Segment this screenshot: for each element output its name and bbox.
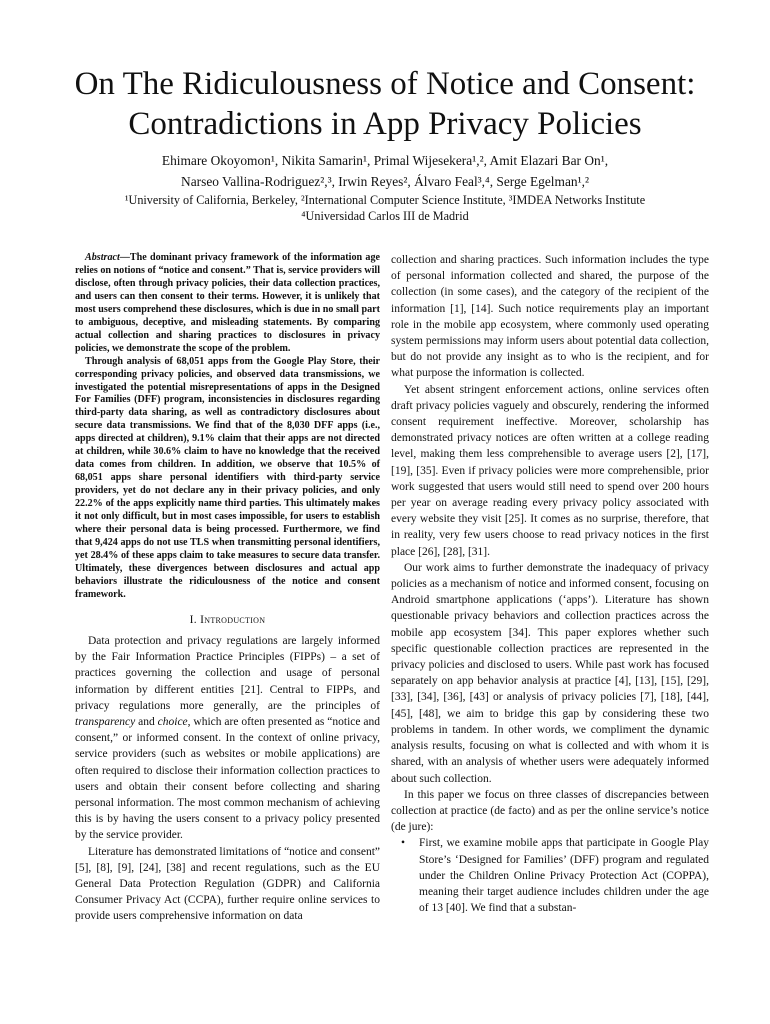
paper-title: On The Ridiculousness of Notice and Consent: Contradictions in App Privacy Policies bbox=[74, 66, 696, 142]
intro-p1-text-c: , which are often presented as “notice and consent,” or informed consent. In the context of online privacy, service providers (such as websites or mobile applications) are often required to disclose their information collection practices to users and obtain their consent before collecting and sharing personal information. The most common mechanism of achieving this is by having the users consent to a privacy policy presented by the service provider. bbox=[75, 715, 380, 842]
discrepancy-list bbox=[391, 835, 709, 916]
right-column bbox=[391, 252, 709, 916]
intro-p1-text-a: Data protection and privacy regulations are largely informed by the Fair Information Practice Principles (FIPPs) – a set of practices governing the collection and usage of personal information by different entities [21]. Central to FIPPs, and privacy regulations more generally, are the principles of bbox=[75, 634, 380, 712]
left-column bbox=[75, 252, 380, 925]
author-list-line-2: Narseo Vallina-Rodriguez²,³, Irwin Reyes², Álvaro Feal³,⁴, Serge Egelman¹,² bbox=[181, 173, 589, 189]
intro-p1-emphasis-choice: choice bbox=[157, 715, 188, 728]
intro-paragraph-2: Literature has demonstrated limitations of “notice and consent” [5], [8], [9], [24], [38] and recent regulations, such as the EU General Data Protection Regulation (GDPR) and California Consumer Privacy Act (CCPA), further require online services to provide users comprehensive information on data bbox=[75, 845, 380, 923]
intro-paragraph-5: In this paper we focus on three classes of discrepancies between collection at practice (de facto) and as per the online service’s notice (de jure): bbox=[391, 788, 709, 834]
list-item-text: First, we examine mobile apps that participate in Google Play Store’s ‘Designed for Families’ (DFF) program and regulated under the Children Online Privacy Protection Act (COPPA), meaning their target audience includes children under the age of 13 [40]. We find that a substan- bbox=[419, 837, 709, 915]
affiliations-line-1: ¹University of California, Berkeley, ²International Computer Science Institute, ³IMDEA Networks Institute bbox=[124, 193, 646, 207]
author-block bbox=[40, 151, 730, 224]
abstract-paragraph-1 bbox=[75, 252, 380, 356]
intro-p1-text-b: and bbox=[135, 715, 158, 728]
section-heading-introduction: I. Introduction bbox=[189, 613, 266, 626]
intro-paragraph-2-continued: collection and sharing practices. Such information includes the type of personal information collected and shared, the purpose of the collection (in some cases), and the category of the recipient of the information [1], [14]. Such notice requirements play an important role in the mobile app ecosystem, where commonly used operating system permissions may inform users about potential data collection, but do not provide any insight as to who is the recipient, and for what purpose the information is collected. bbox=[391, 254, 709, 380]
bullet-icon: • bbox=[401, 837, 406, 850]
intro-paragraph-4: Our work aims to further demonstrate the inadequacy of privacy policies as a mechanism of notice and informed consent, focusing on Android smartphone applications (‘apps’). Literature has shown questionable privacy behaviors and collection practices across the mobile app ecosystem [34]. This paper explores whether such specific questionable collection practices are represented in the privacy policies and disclosed to users. While past work has focused separately on app behavior analysis at practice [4], [13], [15], [29], [33], [34], [36], [43] or analysis of privacy policies [7], [18], [44], [45], [48], we aim to bridge this gap by considering these two problems in tandem. In other words, we compliment the dynamic analysis results, focusing on what is collected and with whom it is shared, with an analysis of whether users were adequately informed about such collection. bbox=[391, 561, 709, 785]
author-list-line-1: Ehimare Okoyomon¹, Nikita Samarin¹, Primal Wijesekera¹,², Amit Elazari Bar On¹, bbox=[161, 153, 609, 168]
abstract bbox=[75, 252, 380, 602]
intro-paragraph-1 bbox=[75, 633, 380, 844]
abstract-text-1: —The dominant privacy framework of the information age relies on notions of “notice and consent.” That is, service providers will disclose, often through privacy policies, their data collection practices, and users can then consent to their terms. However, it is unlikely that most users comprehend these disclosures, which is due in no small part to ambiguous, deceptive, and misleading statements. By comparing actual collection and sharing practices to disclosures in privacy policies, we demonstrate the scope of the problem. bbox=[75, 252, 380, 354]
intro-p1-emphasis-transparency: transparency bbox=[75, 715, 136, 728]
affiliations-line-2: ⁴Universidad Carlos III de Madrid bbox=[301, 209, 469, 223]
abstract-paragraph-2: Through analysis of 68,051 apps from the Google Play Store, their corresponding privacy policies, and observed data transmissions, we investigated the potential misrepresentations of apps in the Designed For Families (DFF) program, inconsistencies in disclosures regarding third-party data sharing, as well as contradictory disclosures about secure data transmissions. We find that of the 8,030 DFF apps (i.e., apps directed at children), 9.1% claim that their apps are not directed at children, while 30.6% claim to have no knowledge that the received data comes from children. In addition, we observe that 10.5% of 68,051 apps share personal identifiers with third-party service providers, yet do not declare any in their privacy policies, and only 22.2% of the apps explicitly name third parties. This ultimately makes it not only difficult, but in most cases impossible, for users to establish where their personal data is being processed. Furthermore, we find that 9,424 apps do not use TLS when transmitting personal identifiers, yet 28.4% of these apps claim to take measures to secure data transfer. Ultimately, these divergences between disclosures and actual app behaviors illustrate the ridiculousness of the notice and consent framework. bbox=[75, 355, 380, 600]
intro-paragraph-3: Yet absent stringent enforcement actions, online services often draft privacy policies vaguely and obscurely, rendering the informed consent requirement ineffective. Moreover, scholarship has demonstrated privacy notices are often written at a college reading level, making them less comprehensible to average users [2], [17], [19], [35]. Even if privacy policies were more comprehensible, prior work suggested that users would still need to spend over 200 hours per year on average reading every privacy policy associated with every website they visit [25]. It comes as no surprise, therefore, that in reality, very few users choose to read privacy notices in the first place [26], [28], [31]. bbox=[391, 383, 709, 558]
abstract-label: Abstract bbox=[85, 252, 120, 263]
list-item bbox=[391, 835, 709, 916]
